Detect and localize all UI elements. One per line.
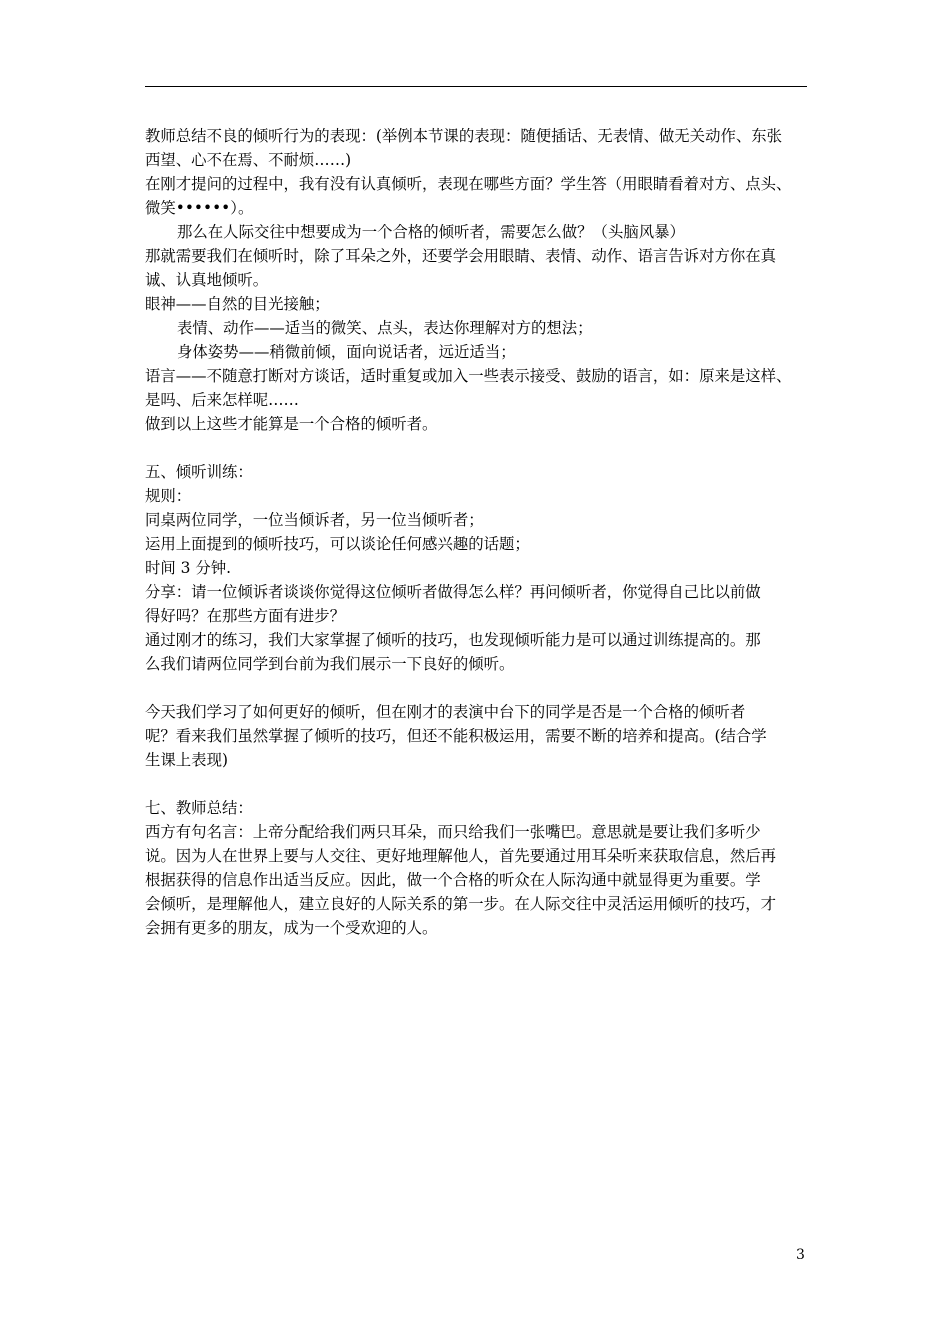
text-line: 诚、认真地倾听。	[145, 271, 269, 289]
paragraph-gap	[145, 772, 811, 796]
page-number: 3	[796, 1247, 805, 1263]
paragraph-gap	[145, 676, 811, 700]
text-line: 运用上面提到的倾听技巧，可以谈论任何感兴趣的话题；	[145, 535, 530, 553]
text-line: 在刚才提问的过程中，我有没有认真倾听，表现在哪些方面？学生答（用眼睛看着对方、点头、	[145, 175, 792, 193]
document-body	[145, 124, 811, 940]
text-line: 那么在人际交往中想要成为一个合格的倾听者，需要怎么做？（头脑风暴）	[177, 223, 685, 241]
text-line: 说。因为人在世界上要与人交往、更好地理解他人，首先要通过用耳朵听来获取信息，然后再	[145, 847, 777, 865]
text-line: 得好吗？在那些方面有进步？	[145, 607, 346, 625]
text-line: 语言——不随意打断对方谈话，适时重复或加入一些表示接受、鼓励的语言，如：原来是这样、	[145, 367, 792, 385]
text-line: 规则：	[145, 487, 192, 505]
text-line: 会拥有更多的朋友，成为一个受欢迎的人。	[145, 919, 438, 937]
text-line: 西望、心不在焉、不耐烦……)	[145, 151, 352, 169]
text-line: 微笑••••••）。	[145, 199, 254, 217]
section-heading: 七、教师总结：	[145, 799, 253, 817]
text-line: 分享：请一位倾诉者谈谈你觉得这位倾听者做得怎么样？再问倾听者，你觉得自己比以前做	[145, 583, 761, 601]
paragraph-gap	[145, 436, 811, 460]
text-line: 身体姿势——稍微前倾，面向说话者，远近适当；	[177, 343, 516, 361]
text-line: 是吗、后来怎样呢……	[145, 391, 299, 409]
text-line: 呢？看来我们虽然掌握了倾听的技巧，但还不能积极运用，需要不断的培养和提高。(结合学	[145, 727, 767, 745]
text-line: 今天我们学习了如何更好的倾听，但在刚才的表演中台下的同学是否是一个合格的倾听者	[145, 703, 746, 721]
text-line: 表情、动作——适当的微笑、点头，表达你理解对方的想法；	[177, 319, 593, 337]
text-line: 通过刚才的练习，我们大家掌握了倾听的技巧，也发现倾听能力是可以通过训练提高的。那	[145, 631, 761, 649]
text-line: 会倾听，是理解他人，建立良好的人际关系的第一步。在人际交往中灵活运用倾听的技巧，才	[145, 895, 777, 913]
text-line: 根据获得的信息作出适当反应。因此，做一个合格的听众在人际沟通中就显得更为重要。学	[145, 871, 761, 889]
text-line: 生课上表现)	[145, 751, 228, 769]
header-rule	[145, 86, 807, 87]
text-line: 眼神——自然的目光接触；	[145, 295, 330, 313]
text-line: 那就需要我们在倾听时，除了耳朵之外，还要学会用眼睛、表情、动作、语言告诉对方你在真	[145, 247, 777, 265]
text-line: 教师总结不良的倾听行为的表现：(举例本节课的表现：随便插话、无表情、做无关动作、东张	[145, 127, 783, 145]
text-line: 时间 3 分钟.	[145, 559, 232, 577]
text-line: 做到以上这些才能算是一个合格的倾听者。	[145, 415, 438, 433]
text-line: 西方有句名言：上帝分配给我们两只耳朵，而只给我们一张嘴巴。意思就是要让我们多听少	[145, 823, 761, 841]
text-line: 同桌两位同学，一位当倾诉者，另一位当倾听者；	[145, 511, 484, 529]
section-heading: 五、倾听训练：	[145, 463, 253, 481]
text-line: 么我们请两位同学到台前为我们展示一下良好的倾听。	[145, 655, 515, 673]
